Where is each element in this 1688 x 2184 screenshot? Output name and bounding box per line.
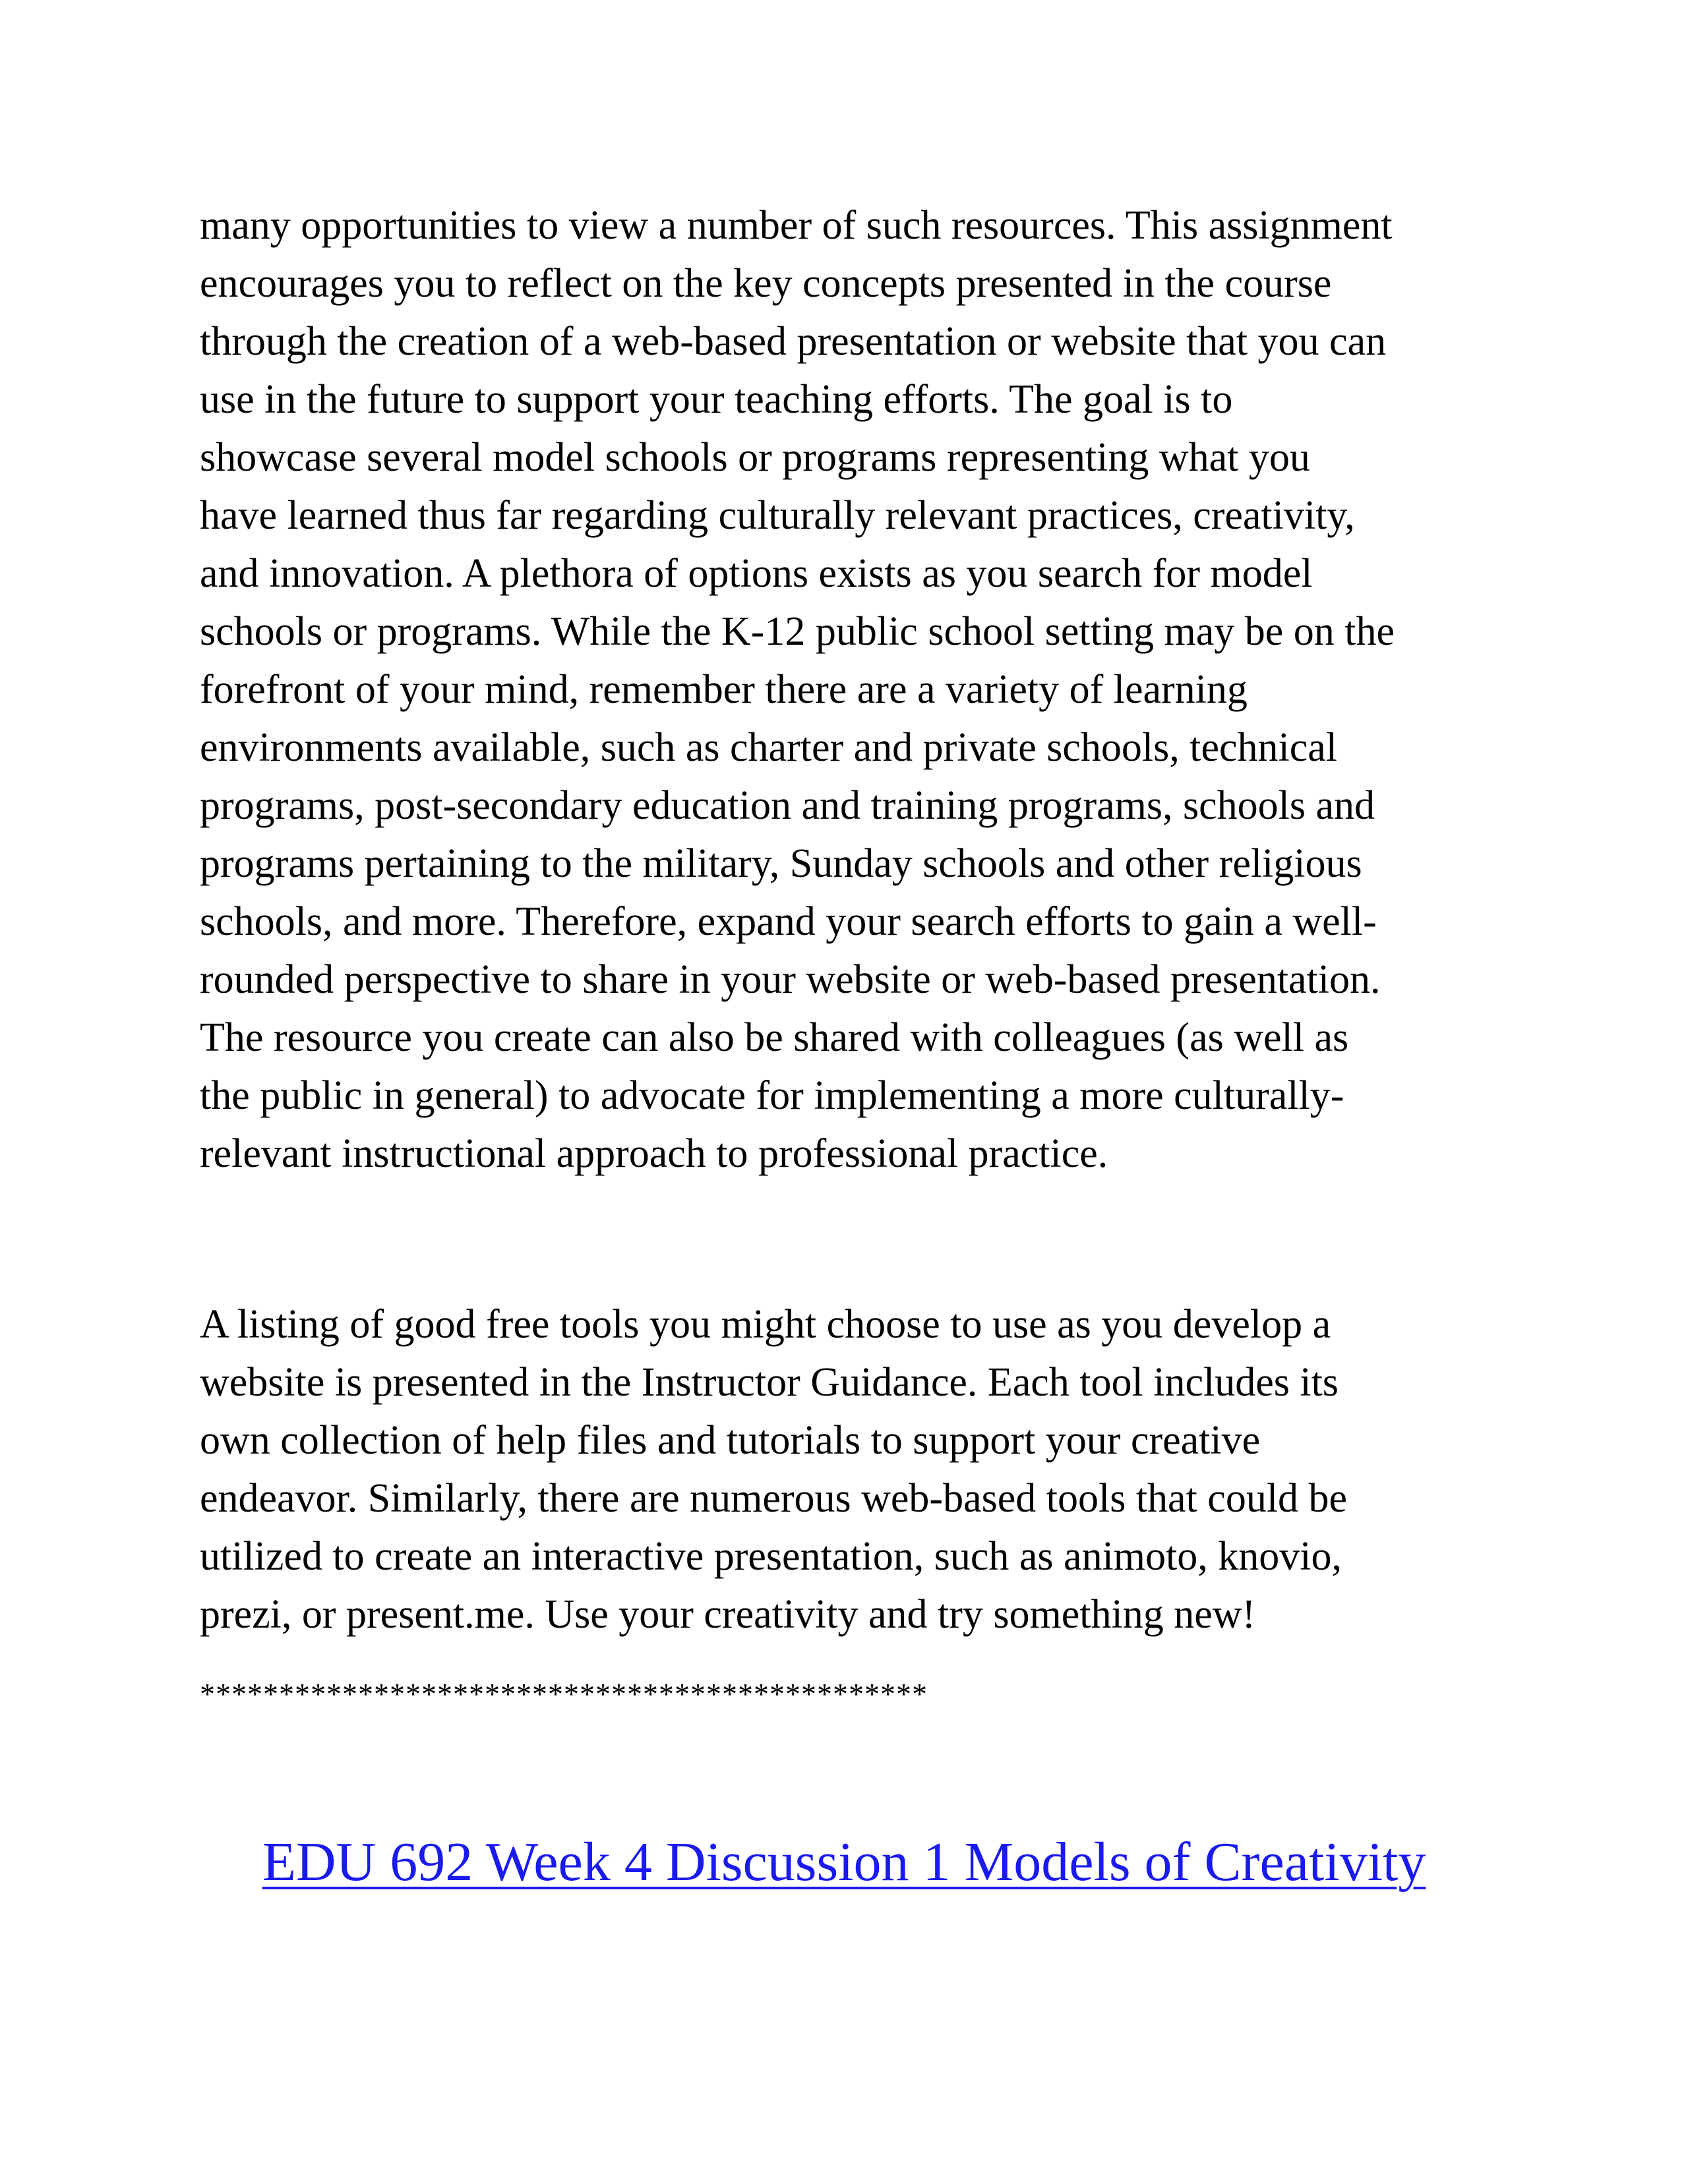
text-line: use in the future to support your teaching efforts. The goal is to	[200, 377, 1233, 422]
text-line: programs pertaining to the military, Sunday schools and other religious	[200, 841, 1362, 886]
text-line: own collection of help files and tutorials to support your creative	[200, 1418, 1261, 1463]
text-line: and innovation. A plethora of options exists as you search for model	[200, 551, 1313, 596]
text-line: endeavor. Similarly, there are numerous web-based tools that could be	[200, 1476, 1348, 1521]
text-line: through the creation of a web-based presentation or website that you can	[200, 319, 1387, 364]
text-line: encourages you to reflect on the key concepts presented in the course	[200, 261, 1332, 306]
text-line: the public in general) to advocate for implementing a more culturally-	[200, 1073, 1344, 1118]
text-line: relevant instructional approach to professional practice.	[200, 1131, 1108, 1176]
next-title-heading	[0, 1826, 1688, 1899]
text-line: website is presented in the Instructor Guidance. Each tool includes its	[200, 1360, 1339, 1405]
next-title-link[interactable]: EDU 692 Week 4 Discussion 1 Models of Creativity	[262, 1831, 1426, 1893]
text-line: schools or programs. While the K-12 public school setting may be on the	[200, 609, 1395, 654]
text-line: forefront of your mind, remember there are a variety of learning	[200, 667, 1248, 712]
text-line: environments available, such as charter and private schools, technical	[200, 725, 1338, 770]
assignment-description-paragraph	[200, 196, 1519, 1183]
text-line: schools, and more. Therefore, expand your search efforts to gain a well-	[200, 899, 1377, 944]
asterisk-separator: **********************************************	[200, 1677, 928, 1711]
text-line: A listing of good free tools you might choose to use as you develop a	[200, 1302, 1331, 1347]
text-line: many opportunities to view a number of such resources. This assignment	[200, 203, 1393, 248]
text-line: prezi, or present.me. Use your creativity and try something new!	[200, 1592, 1256, 1637]
text-line: have learned thus far regarding culturally relevant practices, creativity,	[200, 493, 1355, 538]
tools-listing-paragraph	[200, 1295, 1519, 1643]
text-line: utilized to create an interactive presentation, such as animoto, knovio,	[200, 1534, 1342, 1579]
text-line: programs, post-secondary education and training programs, schools and	[200, 783, 1375, 828]
text-line: rounded perspective to share in your website or web-based presentation.	[200, 957, 1381, 1002]
text-line: The resource you create can also be shared with colleagues (as well as	[200, 1015, 1349, 1060]
text-line: showcase several model schools or programs representing what you	[200, 435, 1310, 480]
